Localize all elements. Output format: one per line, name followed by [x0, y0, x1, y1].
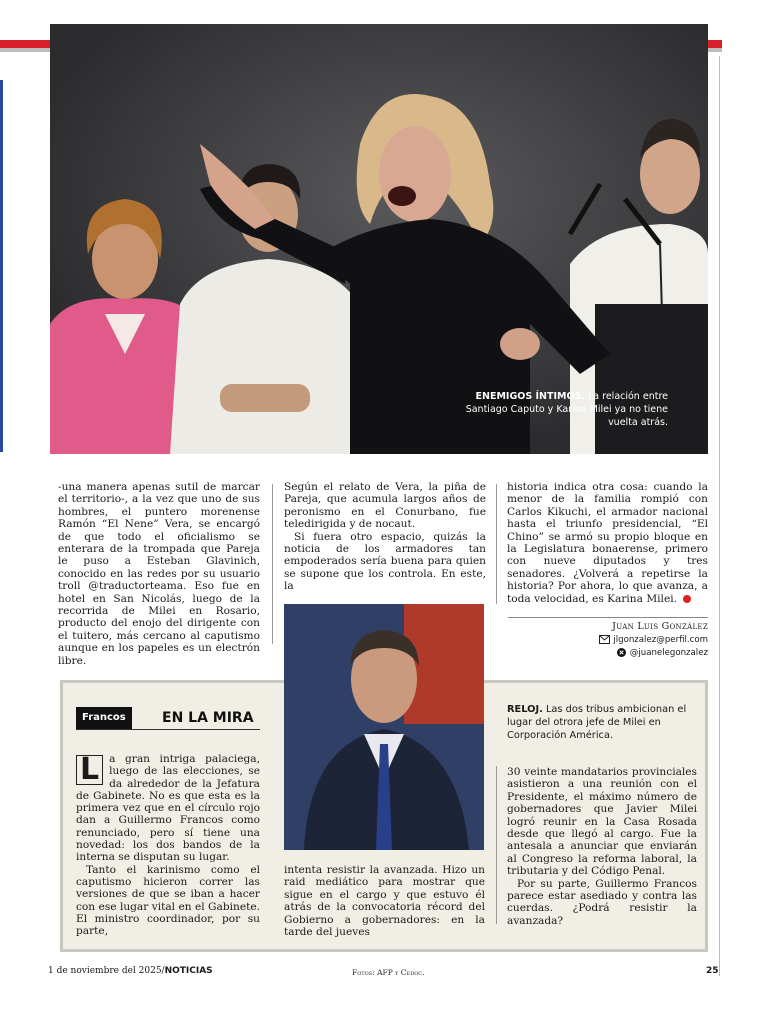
box-right-paragraph-2: Por su parte, Guillermo Francos parece estar asediado y contra las cuerdas. ¿Podrá resistir la avanzada? — [507, 877, 697, 927]
top-red-rule-right — [708, 40, 722, 48]
top-grey-rule-right — [708, 48, 722, 52]
hero-caption — [448, 390, 668, 429]
francos-caption-title: RELOJ. — [507, 704, 543, 715]
footer-date-text: 1 de noviembre del 2025/ — [48, 966, 165, 976]
column-separator — [496, 484, 497, 604]
column-3 — [507, 481, 708, 605]
box-title: EN LA MIRA — [162, 710, 254, 726]
dropcap: L — [76, 755, 103, 785]
hero-photo — [50, 24, 708, 454]
column-separator — [272, 484, 273, 644]
column-3-text: historia indica otra cosa: cuando la menor de la familia rompió con Carlos Kikuchi, el armador nacional hasta el triunfo presidencial, “El Chino” se armó su propio bloque en la Legislatura bonaerense, primero con nueve diputados y tres senadores. ¿Volverá a repetirse la historia? Por ahora, lo que avanza, a toda velocidad, es Karina Milei. — [507, 481, 708, 605]
francos-caption — [507, 703, 703, 742]
box-left-paragraph-1: a gran intriga palaciega, luego de las elecciones, se da alrededor de la Jefatura de Gabinete. No es que esta es la primera vez que en el círculo rojo dan a Guillermo Francos como renunciado, pero sí tiene una novedad: los dos bandos de la interna se disputan su lugar. — [76, 753, 260, 864]
box-column-left — [76, 753, 260, 937]
top-grey-rule — [0, 48, 50, 52]
box-left-paragraph-2: Tanto el karinismo como el caputismo hicieron correr las versiones de que se iban a hacer con ese lugar vital en el Gabinete. El ministro coordinador, por su parte, — [76, 863, 260, 938]
author-email-row — [508, 635, 708, 645]
box-right-paragraph-1: 30 veinte mandatarios provinciales asistieron a una reunión con el Presidente, el máximo número de gobernadores que Javier Milei logró reunir en la Casa Rosada desde que llegó al cargo. Fue la antesala a anunciar que enviarán al Congreso la reforma laboral, la tributaria y del Código Penal. — [507, 766, 697, 878]
francos-caption-text: Las dos tribus ambicionan el lugar del otrora jefe de Milei en Corporación América. — [507, 704, 687, 741]
x-logo-icon — [616, 648, 627, 657]
box-column-right — [507, 766, 697, 927]
author-block — [508, 617, 708, 658]
box-tag: Francos — [76, 707, 132, 729]
column-2-paragraph-2: Si fuera otro espacio, quizás la noticia de los armadores tan empoderados sería buena para quien se supone que los controla. En este, la — [284, 530, 486, 593]
page-number: 25 — [706, 966, 719, 976]
end-dot-icon — [683, 595, 691, 603]
page-right-rule — [719, 56, 720, 976]
box-middle-text: intenta resistir la avanzada. Hizo un raid mediático para mostrar que sigue en el cargo y que estuvo él atrás de la convocatoria récord del Gobierno a gobernadores: en la tarde del jueves — [284, 864, 485, 939]
hero-caption-text: La relación entre Santiago Caputo y Karina Milei ya no tiene vuelta atrás. — [465, 391, 668, 428]
author-handle: @juanelegonzalez — [629, 648, 708, 658]
column-1-text: -una manera apenas sutil de marcar el territorio-, a la vez que uno de sus hombres, el puntero morenense Ramón “El Nene” Vera, se encargó de que todo el oficialismo se enterara de la trompada que Pareja le puso a Esteban Glavinich, conocido en las redes por su usuario troll @traductorteama. Eso fue en hotel en San Nicolás, luego de la recorrida de Milei en Rosario, producto del enojo del dirigente con el tuitero, más cercano al caputismo aunque en los papeles es un electrón libre. — [58, 481, 260, 667]
box-header — [76, 707, 260, 730]
francos-photo-illustration — [284, 604, 484, 850]
author-handle-row — [508, 648, 708, 658]
column-1 — [58, 481, 260, 667]
footer-credits: Fotos: AFP y Cedoc. — [352, 968, 425, 977]
hero-caption-title: ENEMIGOS ÍNTIMOS. — [475, 391, 585, 402]
footer-magazine: NOTICIAS — [164, 966, 213, 976]
box-column-middle — [284, 864, 485, 938]
top-red-rule — [0, 40, 50, 48]
column-2-paragraph-1: Según el relato de Vera, la piña de Pareja, que acumula largos años de peronismo en el Conurbano, fue teledirigida y de nocaut. — [284, 481, 486, 531]
francos-photo — [284, 604, 484, 850]
column-2 — [284, 481, 486, 593]
envelope-icon — [599, 635, 610, 644]
author-name: Juan Luis González — [612, 621, 708, 632]
author-email: jlgonzalez@perfil.com — [613, 635, 708, 645]
footer-date — [48, 966, 213, 976]
left-blue-edge — [0, 80, 3, 452]
box-column-separator — [496, 766, 497, 924]
